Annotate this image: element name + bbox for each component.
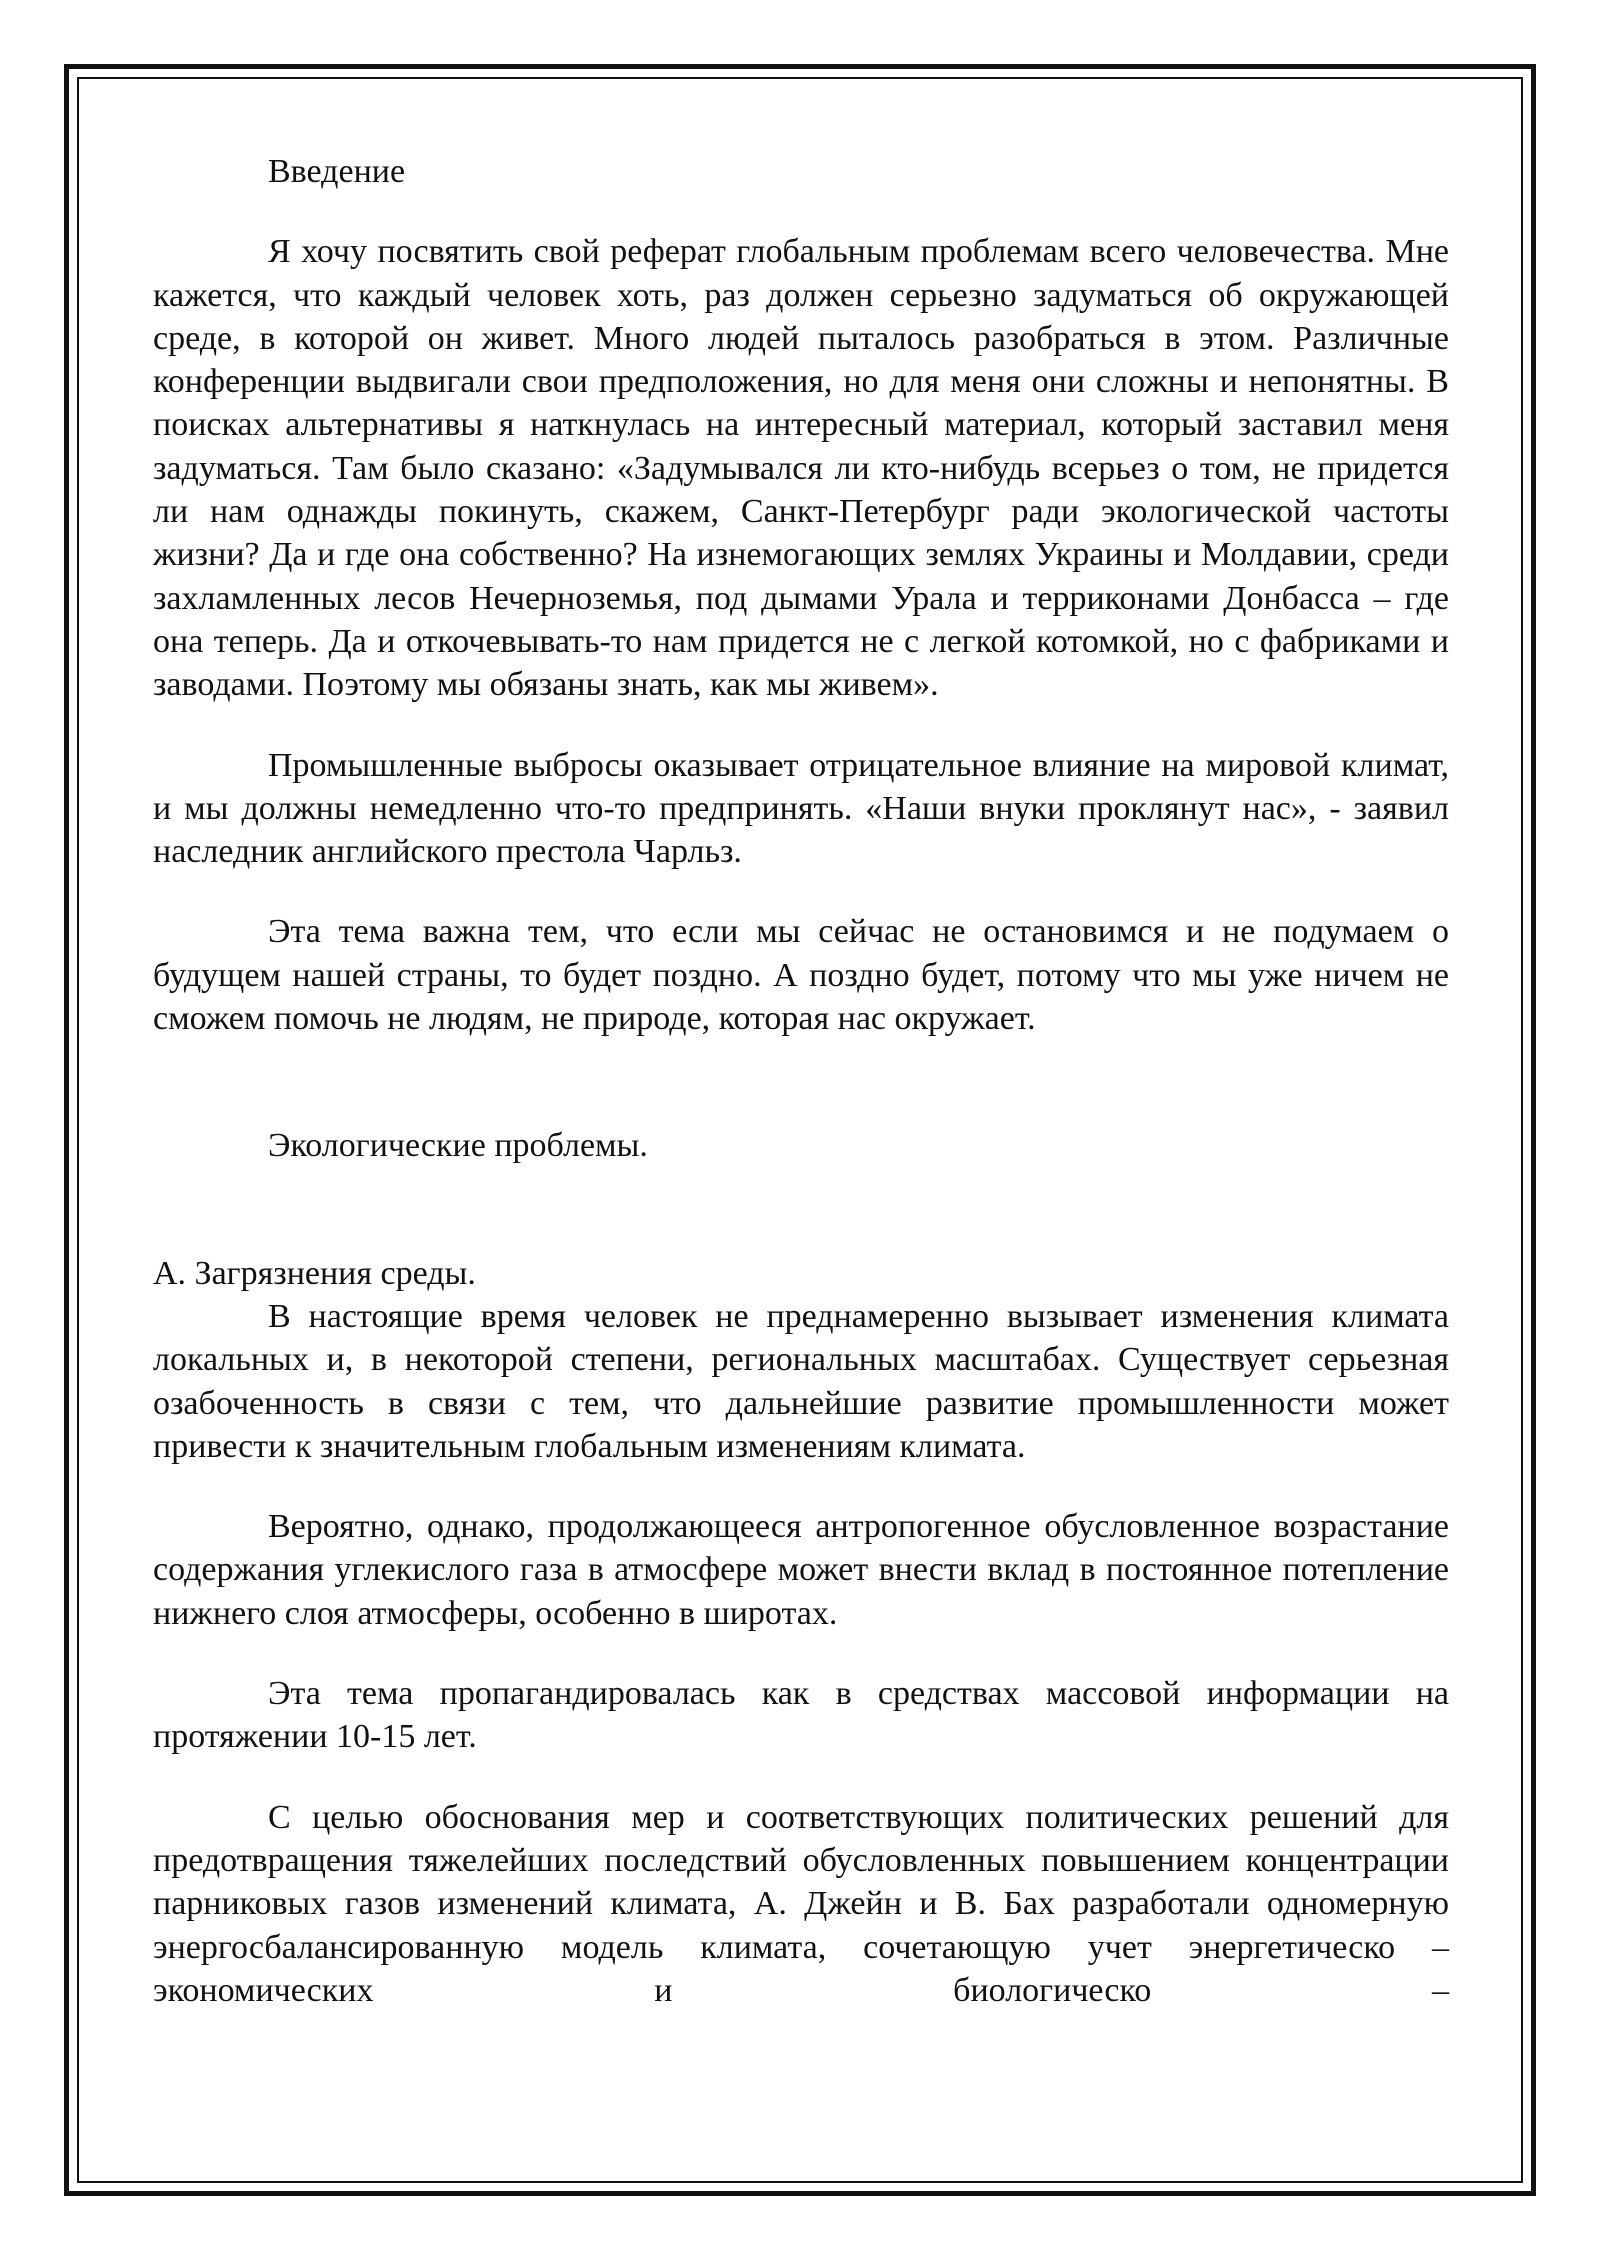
section-paragraph-3: Эта тема пропагандировалась как в средствах массовой информации на протяжении 10-15 лет. [153,1675,1449,1756]
section-paragraph-4: С целью обоснования мер и соответствующих политических решений для предотвращения тяжелейших последствий обусловленных повышением концентрации парниковых газов изменений климата, А. Джейн и В. Бах разработали одномерную энергосбалансированную модель климата, сочетающую учет энергетическо – экономических и биологическо – [153,1798,1449,2009]
section-paragraph-1: В настоящие время человек не преднамеренно вызывает изменения климата локальных и, в некоторой степени, региональных масштабах. Существует серьезная озабоченность в связи с тем, что дальнейшие развитие промышленности может привести к значительным глобальным изменениям климата. [153,1297,1449,1465]
intro-paragraph-3: Эта тема важна тем, что если мы сейчас не остановимся и не подумаем о будущем нашей страны, то будет поздно. А поздно будет, потому что мы уже ничем не сможем помочь не людям, не природе, которая нас окружает. [153,913,1449,1038]
section-paragraph-2: Вероятно, однако, продолжающееся антропогенное обусловленное возрастание содержания углекислого газа в атмосфере может внести вклад в постоянное потепление нижнего слоя атмосферы, особенно в широтах. [153,1508,1449,1632]
document-body [153,150,1449,2012]
intro-paragraph-2: Промышленные выбросы оказывает отрицательное влияние на мировой климат, и мы должны немедленно что-то предпринять. «Наши внуки проклянут нас», - заявил наследник английского престола Чарльз. [153,746,1449,871]
subsection-heading: А. Загрязнения среды. [153,1254,476,1292]
intro-heading: Введение [268,153,406,190]
intro-paragraph-1: Я хочу посвятить свой реферат глобальным проблемам всего человечества. Мне кажется, что каждый человек хоть, раз должен серьезно задуматься об окружающей среде, в которой он живет. Много людей пыталось разобраться в этом. Различные конференции выдвигали свои предположения, но для меня они сложны и непонятны. В поисках альтернативы я наткнулась на интересный материал, который заставил меня задуматься. Там было сказано: «Задумывался ли кто-нибудь всерьез о том, не придется ли нам однажды покинуть, скажем, Санкт-Петербург ради экологической частоты жизни? Да и где она собственно? На изнемогающих землях Украины и Молдавии, среди захламленных лесов Нечерноземья, под дымами Урала и терриконами Донбасса – где она теперь. Да и откочевывать-то нам придется не с легкой котомкой, но с фабриками и заводами. Поэтому мы обязаны знать, как мы живем». [153,233,1449,704]
section-heading: Экологические проблемы. [268,1127,648,1165]
